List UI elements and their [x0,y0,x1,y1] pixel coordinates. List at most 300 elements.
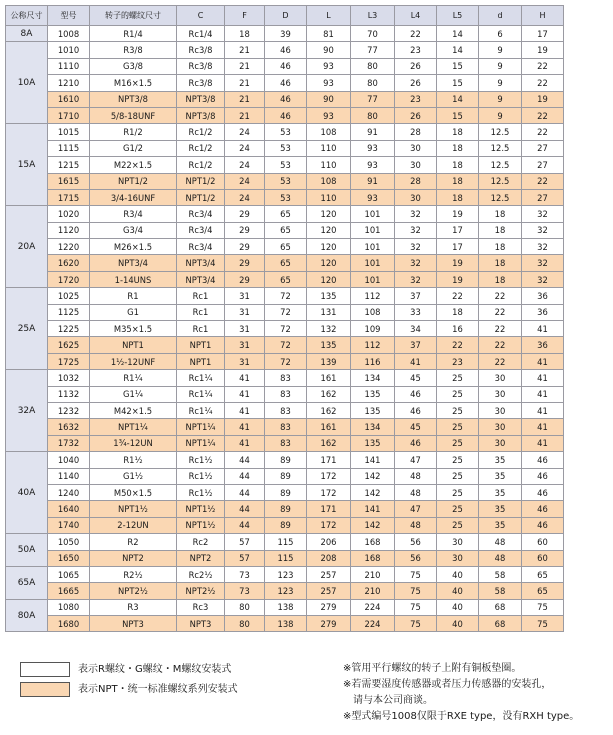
table-row [6,42,564,58]
table-cell: 56 [395,534,437,550]
table-cell: 14 [437,26,479,42]
table-cell: 53 [265,173,307,189]
table-cell: 1610 [48,91,90,107]
table-cell: R2½ [90,566,177,582]
table-cell: 41 [522,435,564,451]
table-cell: G3/8 [90,58,177,74]
table-cell: 24 [225,140,265,156]
table-cell: 41 [522,321,564,337]
table-cell: 29 [225,255,265,271]
table-cell: G1½ [90,468,177,484]
table-cell: NPT3 [177,616,225,632]
table-cell: 3/4-16UNF [90,189,177,205]
column-header: H [522,6,564,26]
table-row [6,271,564,287]
table-cell: 26 [395,75,437,91]
table-cell: 30 [479,370,522,386]
table-cell: Rc3/8 [177,75,225,91]
table-cell: 40 [437,599,479,615]
table-cell: 1120 [48,222,90,238]
table-cell: 91 [351,124,395,140]
table-cell: 22 [522,75,564,91]
legend-orange-swatch [20,682,70,697]
table-cell: 41 [225,370,265,386]
table-cell: 101 [351,206,395,222]
table-cell: 18 [225,26,265,42]
table-cell: 22 [479,353,522,369]
nominal-size-cell: 40A [6,452,48,534]
table-cell: 72 [265,304,307,320]
table-cell: 46 [265,58,307,74]
table-cell: 142 [351,517,395,533]
table-cell: 30 [479,386,522,402]
table-cell: 18 [479,222,522,238]
note-2: ※若需要湿度传感器或者压力传感器的安装孔， [343,679,552,690]
table-cell: Rc1/2 [177,140,225,156]
table-cell: 134 [351,370,395,386]
table-cell: 110 [307,140,351,156]
table-cell: 31 [225,321,265,337]
table-cell: 19 [437,206,479,222]
table-cell: 18 [479,239,522,255]
table-cell: 22 [395,26,437,42]
spec-table [5,5,564,632]
table-cell: 1¾-12UN [90,435,177,451]
table-row [6,616,564,632]
column-header: L5 [437,6,479,26]
table-cell: 44 [225,452,265,468]
table-cell: 41 [225,386,265,402]
table-row [6,452,564,468]
table-row [6,468,564,484]
legend-white-label: 表示R螺纹・G螺纹・M螺纹安装式 [78,664,232,675]
table-cell: 1025 [48,288,90,304]
legend-orange [20,680,238,697]
column-header: 公称尺寸 [6,6,48,26]
table-cell: 72 [265,353,307,369]
table-cell: NPT3 [90,616,177,632]
table-cell: 53 [265,124,307,140]
table-cell: 18 [479,255,522,271]
table-cell: 172 [307,468,351,484]
table-cell: 93 [351,140,395,156]
table-cell: 32 [522,255,564,271]
table-cell: NPT1/2 [177,189,225,205]
table-cell: 81 [307,26,351,42]
table-cell: 44 [225,517,265,533]
table-cell: M35×1.5 [90,321,177,337]
table-cell: Rc3/4 [177,239,225,255]
table-cell: Rc1/4 [177,26,225,42]
column-header: D [265,6,307,26]
column-header: L4 [395,6,437,26]
table-cell: 1215 [48,157,90,173]
table-cell: 108 [307,173,351,189]
table-cell: NPT3/8 [177,107,225,123]
table-cell: 19 [437,255,479,271]
table-cell: 120 [307,239,351,255]
table-cell: R1¼ [90,370,177,386]
table-cell: 68 [479,616,522,632]
table-cell: 141 [351,501,395,517]
table-cell: 93 [307,58,351,74]
table-cell: 1650 [48,550,90,566]
table-cell: NPT1½ [90,501,177,517]
table-cell: 138 [265,599,307,615]
table-cell: 91 [351,173,395,189]
table-cell: 115 [265,534,307,550]
table-cell: 58 [479,583,522,599]
table-row [6,402,564,418]
table-cell: 46 [265,75,307,91]
table-cell: 89 [265,468,307,484]
table-cell: 75 [395,616,437,632]
table-cell: 18 [437,124,479,140]
table-cell: 23 [395,42,437,58]
table-cell: 73 [225,583,265,599]
table-cell: 77 [351,91,395,107]
table-cell: 1225 [48,321,90,337]
table-cell: 1132 [48,386,90,402]
table-cell: 45 [395,419,437,435]
table-cell: 1032 [48,370,90,386]
legend-orange-label: 表示NPT・统一标准螺纹系列安装式 [78,684,238,695]
table-cell: 46 [522,452,564,468]
table-cell: 12.5 [479,173,522,189]
table-cell: 9 [479,91,522,107]
column-header: d [479,6,522,26]
table-row [6,386,564,402]
table-cell: 257 [307,583,351,599]
nominal-size-cell: 10A [6,42,48,124]
table-cell: 32 [395,239,437,255]
table-cell: 120 [307,206,351,222]
table-cell: NPT3/4 [177,255,225,271]
table-cell: NPT1½ [177,517,225,533]
table-cell: 18 [479,271,522,287]
table-row [6,353,564,369]
notes [343,661,579,725]
table-cell: 162 [307,402,351,418]
table-cell: 1710 [48,107,90,123]
table-cell: 22 [522,58,564,74]
table-cell: 53 [265,140,307,156]
table-cell: 224 [351,616,395,632]
table-cell: 80 [351,75,395,91]
table-cell: 1615 [48,173,90,189]
table-cell: Rc1/2 [177,124,225,140]
table-cell: 23 [437,353,479,369]
table-cell: 60 [522,550,564,566]
table-cell: 115 [265,550,307,566]
table-cell: Rc1½ [177,484,225,500]
table-cell: 41 [522,370,564,386]
table-row [6,140,564,156]
table-cell: 41 [395,353,437,369]
table-cell: 172 [307,484,351,500]
column-header: 转子的螺纹尺寸 [90,6,177,26]
table-cell: 90 [307,42,351,58]
table-cell: 1080 [48,599,90,615]
table-cell: 23 [395,91,437,107]
table-cell: 75 [395,566,437,582]
table-cell: 75 [522,599,564,615]
table-cell: 22 [522,107,564,123]
table-cell: NPT1½ [177,501,225,517]
table-cell: 208 [307,550,351,566]
table-row [6,189,564,205]
table-row [6,255,564,271]
table-cell: 83 [265,419,307,435]
table-cell: 1210 [48,75,90,91]
table-cell: 25 [437,484,479,500]
table-cell: 48 [479,550,522,566]
table-cell: 171 [307,501,351,517]
column-header: F [225,6,265,26]
table-cell: 1665 [48,583,90,599]
table-cell: 44 [225,484,265,500]
table-cell: 48 [395,517,437,533]
table-cell: 48 [395,484,437,500]
table-cell: 35 [479,452,522,468]
table-row [6,206,564,222]
table-cell: 31 [225,288,265,304]
table-cell: 89 [265,517,307,533]
table-cell: 18 [437,157,479,173]
table-cell: NPT2½ [90,583,177,599]
table-cell: 162 [307,435,351,451]
table-cell: 25 [437,419,479,435]
table-cell: 32 [395,255,437,271]
table-cell: 21 [225,91,265,107]
table-cell: 46 [395,402,437,418]
table-cell: 24 [225,157,265,173]
table-cell: 89 [265,501,307,517]
table-cell: 210 [351,583,395,599]
table-cell: 1008 [48,26,90,42]
table-row [6,501,564,517]
table-cell: 28 [395,124,437,140]
table-cell: 142 [351,484,395,500]
table-cell: 46 [265,107,307,123]
table-cell: 22 [522,173,564,189]
table-cell: NPT2½ [177,583,225,599]
table-cell: Rc1/2 [177,157,225,173]
table-cell: 19 [522,42,564,58]
table-cell: 1½-12UNF [90,353,177,369]
table-cell: 18 [437,304,479,320]
table-cell: 21 [225,58,265,74]
table-cell: 30 [395,189,437,205]
table-cell: 14 [437,91,479,107]
table-cell: 48 [395,468,437,484]
table-cell: 80 [225,599,265,615]
table-cell: 12.5 [479,124,522,140]
table-cell: 135 [351,435,395,451]
table-cell: 26 [395,107,437,123]
table-cell: NPT1 [177,337,225,353]
table-cell: NPT1¼ [177,419,225,435]
table-cell: NPT2 [177,550,225,566]
table-cell: 139 [307,353,351,369]
table-cell: 1-14UNS [90,271,177,287]
table-cell: 27 [522,189,564,205]
table-cell: 70 [351,26,395,42]
table-cell: 83 [265,370,307,386]
table-cell: 57 [225,534,265,550]
table-cell: 1065 [48,566,90,582]
table-cell: 1240 [48,484,90,500]
table-cell: 30 [479,435,522,451]
table-cell: 36 [522,304,564,320]
table-cell: 15 [437,107,479,123]
table-row [6,124,564,140]
table-cell: 35 [479,484,522,500]
table-cell: 46 [265,42,307,58]
table-cell: R3/8 [90,42,177,58]
nominal-size-cell: 8A [6,26,48,42]
table-cell: 80 [351,58,395,74]
table-row [6,337,564,353]
table-cell: 1740 [48,517,90,533]
table-cell: 18 [437,189,479,205]
table-cell: 65 [265,255,307,271]
table-row [6,419,564,435]
table-cell: 15 [437,75,479,91]
table-cell: 279 [307,599,351,615]
table-cell: 40 [437,616,479,632]
table-cell: 1620 [48,255,90,271]
table-cell: 32 [522,239,564,255]
table-cell: 1640 [48,501,90,517]
table-cell: 30 [437,550,479,566]
table-cell: G1 [90,304,177,320]
table-cell: 141 [351,452,395,468]
table-cell: 30 [479,419,522,435]
table-cell: 60 [522,534,564,550]
table-cell: 1632 [48,419,90,435]
table-cell: 123 [265,583,307,599]
table-cell: 32 [395,222,437,238]
table-cell: 57 [225,550,265,566]
header-row [6,6,564,26]
table-cell: 1110 [48,58,90,74]
table-cell: 9 [479,75,522,91]
table-cell: 29 [225,271,265,287]
nominal-size-cell: 15A [6,124,48,206]
table-cell: 27 [522,140,564,156]
table-cell: 116 [351,353,395,369]
table-cell: 21 [225,107,265,123]
table-cell: 30 [437,534,479,550]
table-cell: M26×1.5 [90,239,177,255]
table-cell: Rc3 [177,599,225,615]
table-cell: 31 [225,337,265,353]
table-cell: 41 [522,353,564,369]
table-cell: 109 [351,321,395,337]
table-cell: 44 [225,468,265,484]
table-cell: NPT1 [177,353,225,369]
table-row [6,599,564,615]
table-cell: 24 [225,189,265,205]
table-cell: 1220 [48,239,90,255]
table-cell: 58 [479,566,522,582]
legend-white [20,660,231,677]
table-cell: 28 [395,173,437,189]
table-cell: 9 [479,42,522,58]
table-cell: 135 [351,402,395,418]
table-cell: 30 [479,402,522,418]
table-cell: 135 [307,288,351,304]
table-cell: 134 [351,419,395,435]
table-cell: Rc1½ [177,468,225,484]
table-cell: 41 [225,435,265,451]
table-cell: 65 [265,206,307,222]
table-cell: 41 [225,402,265,418]
table-cell: 65 [265,239,307,255]
note-3: 请与本公司商谈。 [343,695,433,706]
table-cell: 32 [522,271,564,287]
table-cell: 120 [307,271,351,287]
table-row [6,550,564,566]
table-cell: 75 [522,616,564,632]
table-cell: G1/2 [90,140,177,156]
table-cell: 110 [307,189,351,205]
table-cell: 171 [307,452,351,468]
table-cell: Rc3/4 [177,206,225,222]
table-cell: 17 [522,26,564,42]
table-cell: 30 [395,140,437,156]
table-cell: M16×1.5 [90,75,177,91]
table-cell: 1680 [48,616,90,632]
table-cell: 161 [307,370,351,386]
table-cell: 65 [265,222,307,238]
table-row [6,517,564,533]
table-cell: 46 [395,386,437,402]
table-cell: 14 [437,42,479,58]
table-cell: 21 [225,75,265,91]
note-1: ※管用平行螺纹的转子上附有铜板垫圈。 [343,663,522,674]
column-header: L3 [351,6,395,26]
table-cell: 108 [307,124,351,140]
table-cell: 73 [225,566,265,582]
table-cell: 1232 [48,402,90,418]
table-cell: 17 [437,222,479,238]
table-cell: 72 [265,288,307,304]
table-cell: 101 [351,239,395,255]
table-cell: 44 [225,501,265,517]
table-cell: Rc1½ [177,452,225,468]
table-cell: 168 [351,550,395,566]
table-cell: Rc2½ [177,566,225,582]
table-cell: 35 [479,468,522,484]
table-cell: 41 [522,402,564,418]
table-cell: 112 [351,288,395,304]
table-cell: 65 [522,566,564,582]
table-row [6,173,564,189]
table-row [6,107,564,123]
table-cell: 30 [395,157,437,173]
table-cell: 112 [351,337,395,353]
table-cell: 1040 [48,452,90,468]
table-cell: 29 [225,239,265,255]
table-body [6,26,564,632]
note-4: ※型式编号1008仅限于RXE type，没有RXH type。 [343,711,580,722]
table-cell: NPT1 [90,337,177,353]
table-cell: 206 [307,534,351,550]
table-cell: 6 [479,26,522,42]
table-row [6,534,564,550]
